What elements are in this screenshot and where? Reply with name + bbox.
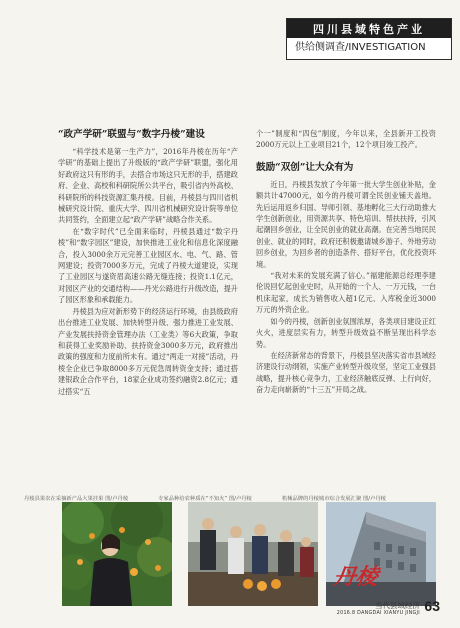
photo-captions — [24, 494, 436, 502]
publication-name: 当代县域经济 — [375, 601, 420, 610]
section-subtitle: 供给侧调查/INVESTIGATION — [295, 42, 426, 53]
photo-experts — [188, 502, 318, 606]
right-paragraph-2: “我对未来的发展充满了信心。”福建能源总经理李建伦说回忆起创业史时，从开始的一个人、一万元钱，一台机床起家，成长为销售收入超1亿元、入库税金近3000万元的外资企业。 — [256, 271, 436, 315]
right-column — [256, 128, 436, 396]
page-footer — [337, 600, 420, 616]
left-paragraph-3: 丹棱县为应对新形势下的经济运行环境，由县级政府出台推进工业发展、加快转型升级、强力推进工业发展、产业发展扶持资金管理办法（工业类）等6大政策，争取和获得工业奖励补助、扶持资金3000多万元，政府推出政策的强度和力度前所未有。通过“两走一对接”活动，丹棱全企业已争取8000多万元促急周转资金支持；通过搭建银政企合作平台，18家企业成功签约融资2.8亿元；通过搭实“五 — [58, 306, 238, 396]
right-paragraph-1: 近日，丹棱县发放了今年第一批大学生创业补贴，金额共计47000元，如今的丹棱可谓全民创业铺天盖地。先后运用返乡归国、导师引领、基地孵化三大行动助推大学生创新创业，用资源共享、特色培训、帮扶扶持，引风起潮回乡创业，让全民创业的就业高潮。在完善当地民民创业、就业的同时，政府还积极邀请城乡游子、外地劳动回乡创业，为回乡者的创造条件、搭好平台，优化投资环境。 — [256, 179, 436, 269]
right-paragraph-4: 在经济新常态的背景下，丹棱县坚决落实省市县域经济建设行动纲领，实施产业转型升级攻坚，坚定工业强县战略，提升核心竞争力，工业经济触底反弹、上行向好，奋力走向崭新的“十三五”开局之战。 — [256, 350, 436, 395]
left-column — [58, 128, 238, 397]
publication-issue: 2016.8 DANGDAI XIANYU JINGJI — [336, 611, 420, 616]
building-sign-text: 丹棱 — [331, 565, 380, 590]
caption-3: 机械品牌的丹棱城市综合发展汇聚 图/卢丹棱 — [281, 496, 386, 502]
left-paragraph-1: “科学技术是第一生产力”，2016年丹棱在历年“产学研”的基础上提出了升级版的“政产学研”联盟，强化用好政府这只有形的手，去搭合市场这只无形的手，搭建政府、企业、高校和科研院所公共平台，吸引省内外高校、科研院所的科技资源汇集丹棱。目前，丹棱县与四川省机械研究设计院、重庆大学、四川省机械研究设计院等单位共同签约，全面建立起“政产学研”战略合作关系。 — [58, 147, 238, 225]
right-paragraph-3: 如今的丹棱，创新创业氛围浓厚，各类项目建设正红火火，进度层实有力，转型升级效益不断呈现出科学态势。 — [256, 316, 436, 349]
heading-mass-entrepreneurship: 鼓励“双创”让大众有为 — [256, 161, 354, 173]
orchard-illustration — [62, 502, 172, 606]
experts-illustration — [188, 502, 318, 606]
section-title: 四川县域特色产业 — [287, 19, 451, 38]
right-paragraph-continued: 个一”制度和“四包”制度，今年以来，全县新开工投资2000万元以上工业项目21个，12个项目竣工投产。 — [256, 129, 436, 150]
photo-orchard — [62, 502, 172, 606]
heading-industry-alliance: “政产学研”联盟与“数字丹棱”建设 — [58, 129, 205, 140]
section-header — [286, 18, 452, 60]
caption-2: 专家品种给农种质在“不知火” 图/卢丹棱 — [158, 496, 252, 502]
page-number: 63 — [424, 598, 440, 614]
photo-building — [326, 502, 436, 606]
caption-1: 丹棱县果农在采摘新产品大果挂果 图/卢丹棱 — [24, 496, 129, 502]
left-paragraph-2: 在“数字时代”已全面来临时，丹棱县通过“数字丹棱”和“数字园区”建设，加快推进工业化和信息化深度融合，投入3000余万元完善工业园区水、电、气、路、管网建设；投资7000多万元，完成了丹棱大道建设，实现了工业园区与遂资眉高速公路无缝连接；投资1.1亿元，对园区产业的交通结构——丹光公路进行升级改造，提升了园区形象和承载能力。 — [58, 226, 238, 305]
